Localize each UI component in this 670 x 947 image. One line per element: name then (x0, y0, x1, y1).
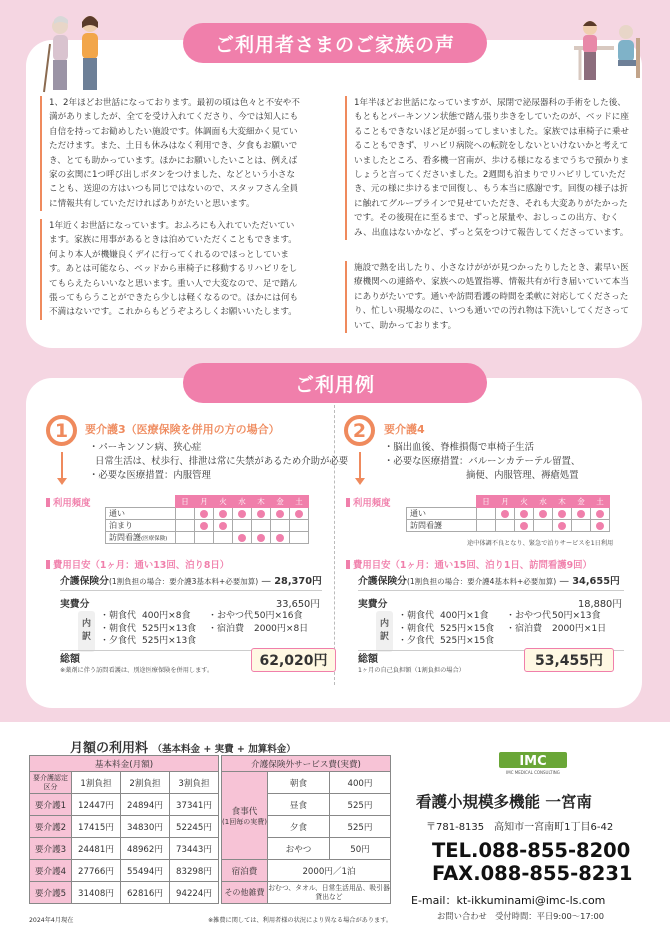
family-quote-2: 1年近くお世話になっています。おふろにも入れていただいています。家族に用事があるときは泊めていただくこともできます。何より本人が機嫌良くデイに行ってくれるのでほっとしています。あとは可能なら、ベッドから車椅子に移動するリハビリをしてもらえたらいいなと思います。重い人で大変なので、足で踏ん張ってもらうことができたら少しは軽くなるので。ほかには何も不満はないです。これからもどうぞよろしくお願いいたします。 (40, 219, 302, 320)
fee-row (30, 816, 219, 838)
fee-row (30, 838, 219, 860)
case1-cell (252, 520, 271, 532)
fee-value: 34830円 (121, 816, 170, 838)
case1-day-2: 火 (214, 496, 233, 508)
case1-detail-cell: ・朝食代 (100, 611, 137, 621)
week-header-row (106, 496, 309, 508)
basic-fee-head: 基本料金(月額) (30, 756, 219, 772)
case-divider (334, 405, 335, 685)
meal-label-cell (222, 772, 268, 860)
case2-bullet-2: ・必要な医療措置：バルーンカテーテル留置、 (384, 456, 581, 467)
case1-detail-cell: ・宿泊費 (208, 623, 245, 634)
case2-actual-label-text: 実費分 (358, 599, 388, 610)
logo-subtext: IMC MEDICAL CONSULTING (506, 770, 560, 775)
case1-bullet-2: 日常生活は、杖歩行、排泄は常に失禁があるため介助が必要 (95, 456, 349, 467)
case2-day-5: 金 (572, 496, 591, 508)
family-quote-1: 1、2年ほどお世話になっております。最初の頃は色々と不安や不満がありましたが、全てを受け入れてくださり、今では知人にも自信を持ってお勧めしたい施設です。体調面も大変細かく見ていただけます。また、土日も休みはなく利用でき、夕食もお願いでき、とても助かっています。ほかにお願いしたいことは、例えば家の玄関に1つ呼び出しボタンをつけました、などという小さなことも、送迎の方はいつも同じではないので、スタッフさん全員に情報共有していただければありがたいと思います。 (40, 96, 302, 211)
col-head-1: 1割負担 (72, 772, 121, 794)
case1-cell (271, 520, 290, 532)
case1-cell (290, 508, 309, 520)
case2-detail-cell: ・宿泊費 (506, 623, 543, 634)
case2-row-label-text: 訪問看護 (410, 521, 442, 530)
case1-cell (214, 508, 233, 520)
case2-rule-1 (358, 590, 624, 591)
case1-cell (252, 508, 271, 520)
case2-cell (534, 508, 553, 520)
case1-freq-label: 利用頻度 (46, 495, 91, 509)
visit-dot-icon (295, 510, 303, 518)
fee-value: 31408円 (72, 882, 121, 904)
col-head-3: 3割負担 (170, 772, 219, 794)
case1-cell (271, 532, 290, 544)
case1-cell (195, 532, 214, 544)
basic-fee-col-row (30, 772, 219, 794)
case1-bullet-1: ・パーキンソン病、狭心症 (89, 442, 202, 453)
care-level: 要介護3 (30, 838, 72, 860)
case1-cell (214, 520, 233, 532)
case2-row-label (407, 508, 477, 520)
case2-cell (572, 508, 591, 520)
email-link[interactable]: E-mail：kt-ikkuminami@imc-ls.com (411, 894, 606, 907)
misc-value: おむつ、タオル、日常生活用品、吸引器貸出など (268, 882, 391, 904)
case2-total-label: 総額 (358, 654, 378, 665)
case2-cell (496, 508, 515, 520)
case1-cell (290, 520, 309, 532)
case1-cell (176, 532, 195, 544)
basic-fee-table (29, 755, 219, 904)
meal-name-3: 夕食 (268, 816, 330, 838)
case2-details (398, 610, 612, 648)
care-level: 要介護5 (30, 882, 72, 904)
case2-bullet-3: 摘便、内服管理、褥瘡処置 (466, 470, 579, 481)
stay-value: 2000円／1泊 (268, 860, 391, 882)
case1-breakdown-badge: 内訳 (78, 611, 95, 652)
case1-day-5: 金 (271, 496, 290, 508)
case2-day-0: 日 (477, 496, 496, 508)
case2-cell (572, 520, 591, 532)
level-head: 要介護認定区分 (30, 772, 72, 794)
case2-cell (515, 520, 534, 532)
case2-frequency-table (406, 495, 610, 532)
case2-arrow-stem (359, 452, 361, 480)
case1-actual-value: 33,650円 (276, 599, 321, 610)
case1-day-4: 木 (252, 496, 271, 508)
case2-freq-label: 利用頻度 (346, 495, 391, 509)
case2-detail-line (398, 623, 612, 636)
visit-dot-icon (577, 510, 585, 518)
business-hours: お問い合わせ 受付時間：平日9:00～17:00 (437, 911, 604, 921)
case1-detail-cell: 525円×13食 (142, 636, 197, 646)
case1-bullet-3: ・必要な医療措置：内服管理 (89, 470, 211, 481)
case1-arrow-stem (61, 452, 63, 480)
case2-bullet-1: ・脳出血後、脊椎損傷で車椅子生活 (384, 442, 535, 453)
case1-rule-1 (60, 590, 322, 591)
case1-cost-head: 費用目安（1ヶ月：通い13回、泊り8日） (46, 557, 229, 571)
case2-row-1 (407, 520, 610, 532)
fees-title (70, 737, 296, 756)
case1-cell (290, 532, 309, 544)
stay-row (222, 860, 391, 882)
tea-service-illustration-icon (570, 18, 650, 84)
meal-label: 食事代 (231, 806, 258, 817)
fee-value: 27766円 (72, 860, 121, 882)
case2-day-4: 木 (553, 496, 572, 508)
meal-price-4: 50円 (330, 838, 391, 860)
case2-cell (477, 508, 496, 520)
case2-detail-cell: ・おやつ代 (506, 611, 552, 621)
case1-row-label-text: 通い (109, 509, 125, 518)
fee-value: 37341円 (170, 794, 219, 816)
extra-fee-head: 介護保険外サービス費(実費) (222, 756, 391, 772)
fee-value: 52245円 (170, 816, 219, 838)
case1-detail-cell: 400円×8食 (142, 611, 191, 621)
facility-address: 〒781-8135 高知市一宮南町1丁目6-42 (426, 822, 614, 833)
case1-detail-line (100, 623, 314, 636)
case1-row-label-text: 泊まり (109, 521, 133, 530)
case1-frequency-table (105, 495, 309, 544)
fee-value: 55494円 (121, 860, 170, 882)
case2-number: 2 (344, 415, 375, 446)
case2-total-value: 53,455円 (524, 648, 614, 672)
case1-cell (233, 532, 252, 544)
fee-value: 62816円 (121, 882, 170, 904)
fees-subtitle: （基本料金 + 実費 + 加算料金） (152, 744, 296, 755)
case2-insurance-note: (1割負担の場合：要介護4基本料+必要加算) (406, 577, 557, 586)
case1-number: 1 (46, 415, 77, 446)
case2-detail-cell: 400円×1食 (440, 611, 489, 621)
fee-value: 24481円 (72, 838, 121, 860)
meal-name-2: 昼食 (268, 794, 330, 816)
case2-arrow-head-icon (355, 478, 365, 485)
visit-dot-icon (219, 522, 227, 530)
col-head-2: 2割負担 (121, 772, 170, 794)
case1-title: 要介護3（医療保険を併用の方の場合） (85, 423, 280, 436)
logo-text: IMC (519, 754, 547, 769)
care-level: 要介護2 (30, 816, 72, 838)
case2-cell (496, 520, 515, 532)
visit-dot-icon (539, 510, 547, 518)
case2-freq-note: 途中体調不良となり、緊急で泊りサービスを1日利用 (467, 540, 614, 547)
case1-row-sublabel: (医療保険) (141, 536, 168, 542)
case2-row-label (407, 520, 477, 532)
case2-title: 要介護4 (384, 423, 425, 436)
case2-detail-cell: ・夕食代 (398, 636, 435, 646)
case2-detail-cell: 2000円×1日 (552, 623, 607, 634)
case2-insurance-row: 介護保険分(1割負担の場合：要介護4基本料+必要加算) — 34,655円 (358, 576, 620, 587)
case2-day-2: 火 (515, 496, 534, 508)
case1-row-label (106, 532, 176, 544)
case2-cell (515, 508, 534, 520)
meal-name-4: おやつ (268, 838, 330, 860)
case1-footnote: ※薬剤に伴う訪問看護は、別途医療保険を併用します。 (60, 667, 214, 674)
case1-total-value: 62,020円 (251, 648, 336, 672)
case2-row-0 (407, 508, 610, 520)
case1-day-6: 土 (290, 496, 309, 508)
visit-dot-icon (200, 510, 208, 518)
fee-value: 24894円 (121, 794, 170, 816)
case1-detail-cell: 525円×13食 (142, 623, 197, 634)
visit-dot-icon (238, 510, 246, 518)
case1-cell (176, 508, 195, 520)
visit-dot-icon (238, 534, 246, 542)
visit-dot-icon (257, 510, 265, 518)
visit-dot-icon (219, 510, 227, 518)
case1-row-label-text: 訪問看護 (109, 533, 141, 542)
misc-label: その他雑費 (222, 882, 268, 904)
meal-name-1: 朝食 (268, 772, 330, 794)
case2-day-3: 水 (534, 496, 553, 508)
case1-detail-cell: ・朝食代 (100, 623, 137, 634)
meal-price-1: 400円 (330, 772, 391, 794)
case2-actual-label (358, 596, 387, 610)
case2-detail-cell: 525円×15食 (440, 636, 495, 646)
case1-row-0 (106, 508, 309, 520)
caregiver-illustration-icon (36, 14, 114, 96)
case1-row-label (106, 520, 176, 532)
fee-value: 12447円 (72, 794, 121, 816)
fees-as-of: 2024年4月現在 (29, 917, 74, 924)
visit-dot-icon (558, 510, 566, 518)
case1-cell (176, 520, 195, 532)
case1-details (100, 610, 314, 648)
case2-insurance-value: 34,655円 (572, 576, 620, 587)
fee-row (30, 882, 219, 904)
care-level: 要介護1 (30, 794, 72, 816)
fee-value: 73443円 (170, 838, 219, 860)
visit-dot-icon (520, 522, 528, 530)
imc-logo-icon (499, 752, 567, 775)
case1-detail-cell: ・おやつ代 (208, 611, 254, 621)
meal-price-2: 525円 (330, 794, 391, 816)
voices-title: ご利用者さまのご家族の声 (183, 23, 487, 63)
case2-cell (477, 520, 496, 532)
case1-detail-cell: 2000円×8日 (254, 623, 309, 634)
visit-dot-icon (520, 510, 528, 518)
case1-cell (195, 520, 214, 532)
extra-fee-head-row (222, 756, 391, 772)
case2-row-label-text: 通い (410, 509, 426, 518)
case1-insurance-value: 28,370円 (274, 576, 322, 587)
case2-footnote: 1ヶ月の自己負担額（1割負担の場合） (358, 667, 465, 674)
fee-value: 17415円 (72, 816, 121, 838)
meal-price-3: 525円 (330, 816, 391, 838)
case1-day-0: 日 (176, 496, 195, 508)
facility-name: 看護小規模多機能 一宮南 (416, 793, 592, 811)
fee-row (30, 794, 219, 816)
case2-cell (591, 508, 610, 520)
case2-day-6: 土 (591, 496, 610, 508)
case1-detail-line (100, 635, 314, 648)
case2-day-1: 月 (496, 496, 515, 508)
meal-row-1 (222, 772, 391, 794)
tel-link[interactable]: TEL.088-855-8200 (432, 839, 631, 862)
extra-fee-table (221, 755, 391, 904)
fee-row (30, 860, 219, 882)
case1-cell (233, 508, 252, 520)
case2-insurance-label: 介護保険分 (358, 576, 407, 587)
case2-detail-cell: 50円×13食 (552, 611, 601, 621)
case2-detail-cell: 525円×15食 (440, 623, 495, 634)
examples-title: ご利用例 (183, 363, 487, 403)
case2-detail-line (398, 610, 612, 623)
case2-detail-cell: ・朝食代 (398, 611, 435, 621)
visit-dot-icon (558, 522, 566, 530)
case2-cell (553, 508, 572, 520)
case1-actual-label-text: 実費分 (60, 599, 90, 610)
case1-detail-line (100, 610, 314, 623)
case2-detail-cell: ・朝食代 (398, 623, 435, 634)
fee-value: 94224円 (170, 882, 219, 904)
visit-dot-icon (276, 534, 284, 542)
meal-sublabel: (1回毎の実費) (222, 817, 267, 826)
case1-cell (233, 520, 252, 532)
visit-dot-icon (501, 510, 509, 518)
case1-cell (271, 508, 290, 520)
case2-detail-line (398, 635, 612, 648)
case1-row-label (106, 508, 176, 520)
case1-cell (252, 532, 271, 544)
case1-day-1: 月 (195, 496, 214, 508)
case2-actual-value: 18,880円 (578, 599, 623, 610)
visit-dot-icon (200, 522, 208, 530)
family-quote-4: 施設で熱を出したり、小さなけががが見つかったりしたとき、素早い医療機関への連絡や、家族への処置指導、情報共有が行き届いていて本当にありがたいです。通いや訪問看護の時間を柔軟に対応してくださったり、忙しい現場なのに、いつも通いでの汚れ物は下洗いしてくださっていて、助かっております。 (345, 261, 630, 333)
visit-dot-icon (257, 534, 265, 542)
family-quote-3: 1年半ほどお世話になっていますが、尿閉で泌尿器科の手術をした後、もともとパーキンソン状態で踏ん張り歩きをしていたのが、ベッドに座ることもできないほど足が弱ってしまいました。家族では車椅子に乗せることもできず、リハビリ病院への転院をしないといけないかと考えていましたところ、看多機一宮南が、歩ける様になるまでうちで預かりましょうと言ってくださいました。2週間も泊まりでリハビリしていただき、元の様に歩けるまで回復し、もう本当に感謝です。回復の様子は折に触れてグループラインで見せていただき、それも大変ありがたかったです。その後現在に至るまで、ずっと尿量や、おしっこの出方、むくみ、出血はないかなど、ずっと気をつけて報告してくださっています。 (345, 96, 630, 240)
case1-cell (195, 508, 214, 520)
case1-actual-label (60, 596, 89, 610)
case1-arrow-head-icon (57, 478, 67, 485)
case2-cost-head: 費用目安（1ヶ月：通い15回、泊り1日、訪問看護9回） (346, 557, 592, 571)
case2-cell (553, 520, 572, 532)
fee-value: 83298円 (170, 860, 219, 882)
case1-insurance-note: (1割負担の場合：要介護3基本料+必要加算) (108, 577, 259, 586)
stay-label: 宿泊費 (222, 860, 268, 882)
visit-dot-icon (596, 510, 604, 518)
care-level: 要介護4 (30, 860, 72, 882)
case1-insurance-row: 介護保険分(1割負担の場合：要介護3基本料+必要加算) — 28,370円 (60, 576, 322, 587)
case1-detail-cell: 50円×16食 (254, 611, 303, 621)
case1-cell (214, 532, 233, 544)
case1-row-1 (106, 520, 309, 532)
case1-total-label: 総額 (60, 654, 80, 665)
basic-fee-head-row (30, 756, 219, 772)
misc-row (222, 882, 391, 904)
case2-cell (534, 520, 553, 532)
fax-number: FAX.088-855-8231 (432, 862, 633, 885)
case1-day-3: 水 (233, 496, 252, 508)
fee-value: 48962円 (121, 838, 170, 860)
case2-cell (591, 520, 610, 532)
week-header-row (407, 496, 610, 508)
visit-dot-icon (276, 510, 284, 518)
visit-dot-icon (596, 522, 604, 530)
fees-title-text: 月額の利用料 (70, 741, 149, 756)
case1-detail-cell: ・夕食代 (100, 636, 137, 646)
misc-note: ※雑費に関しては、利用者様の状況により異なる場合があります。 (208, 917, 393, 924)
case1-insurance-label: 介護保険分 (60, 576, 109, 587)
case2-breakdown-badge: 内訳 (376, 611, 393, 652)
case1-row-2 (106, 532, 309, 544)
